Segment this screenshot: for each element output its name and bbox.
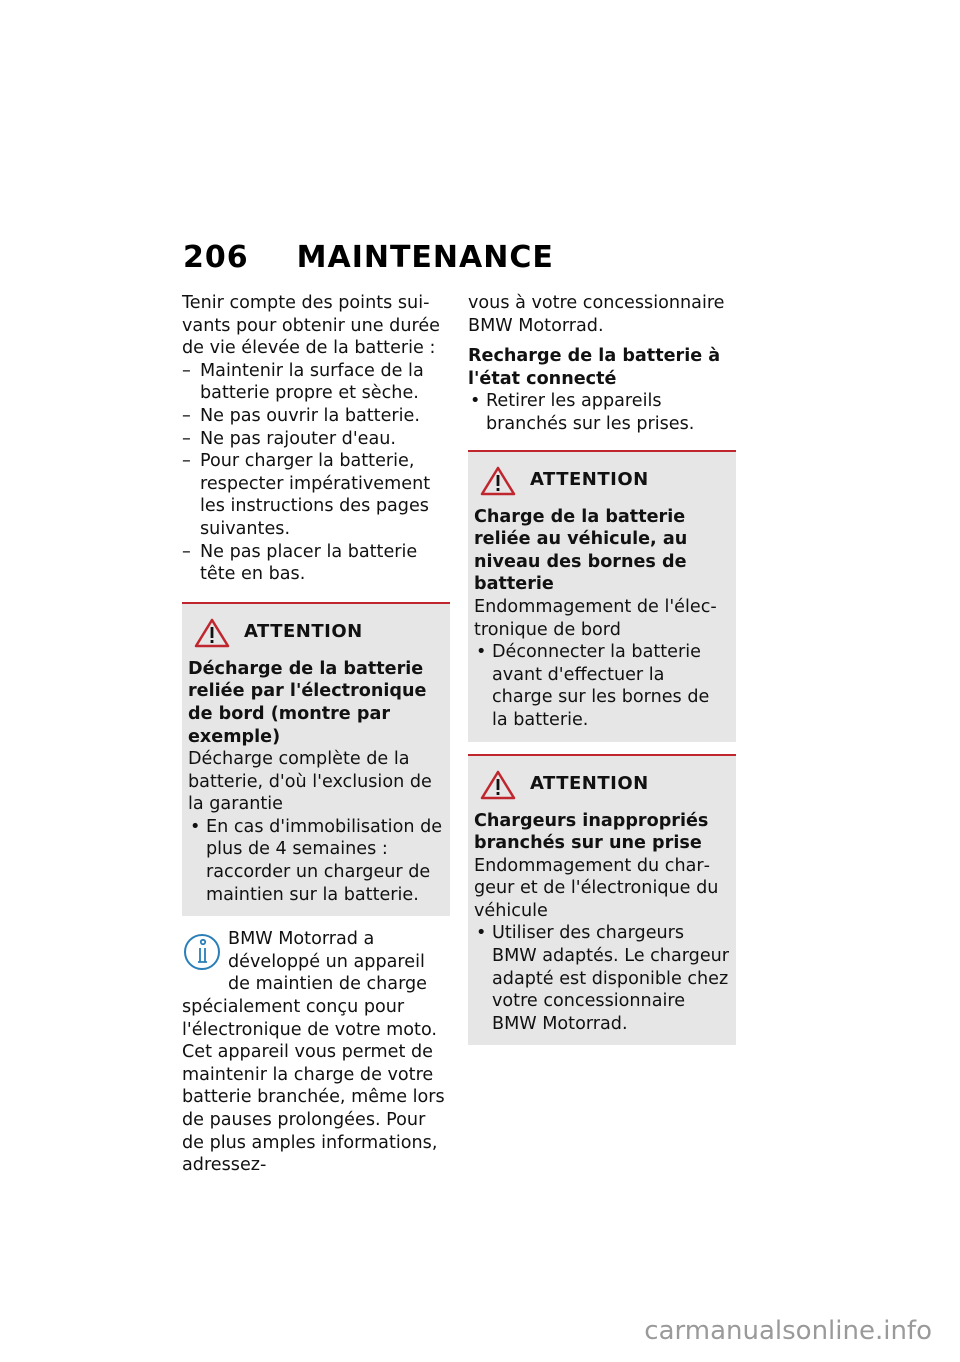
warning-triangle-icon	[480, 466, 516, 496]
warning-label: ATTENTION	[530, 773, 649, 795]
list-item: • En cas d'immobilisation de plus de 4 semaines : raccorder un chargeur de maintien sur la batterie.	[188, 816, 444, 906]
warning-header	[188, 618, 444, 648]
warning-triangle-icon	[480, 770, 516, 800]
list-item: • Retirer les appareils branchés sur les prises.	[468, 390, 736, 435]
warning-box-chargers	[468, 754, 736, 1046]
info-note	[182, 928, 450, 1177]
warning-header	[474, 466, 730, 496]
list-item: • Utiliser des chargeurs BMW adaptés. Le chargeur adapté est disponible chez votre concessionnaire BMW Motorrad.	[474, 922, 730, 1035]
warning-label: ATTENTION	[530, 469, 649, 491]
warning-triangle-icon	[194, 618, 230, 648]
page-title: MAINTENANCE	[296, 240, 554, 275]
intro-text: Tenir compte des points suivants pour obtenir une durée de vie élevée de la batterie :	[182, 293, 440, 359]
warning-subtitle: Décharge de la batterie reliée par l'électronique de bord (montre par exemple)	[188, 658, 427, 747]
left-column	[182, 292, 450, 1177]
list-item: • Déconnecter la batterie avant d'effectuer la charge sur les bornes de la batterie.	[474, 641, 730, 731]
list-item: – Ne pas ouvrir la batterie.	[182, 405, 450, 428]
info-icon	[182, 930, 222, 974]
section-bullets	[468, 390, 736, 435]
warning-bullets	[474, 641, 730, 731]
section-title: Recharge de la batterie à l'état connecté	[468, 346, 721, 389]
warning-label: ATTENTION	[244, 621, 363, 643]
warning-header	[474, 770, 730, 800]
warning-text: Endommagement du chargeur et de l'électronique du véhicule	[474, 855, 719, 921]
list-item: – Maintenir la surface de la batterie propre et sèche.	[182, 360, 450, 405]
warning-bullets	[474, 922, 730, 1035]
warning-text: Décharge complète de la batterie, d'où l'exclusion de la garantie	[188, 749, 432, 815]
list-item: – Ne pas rajouter d'eau.	[182, 428, 450, 451]
list-item: – Pour charger la batterie, respecter impérativement les instructions des pages suivantes.	[182, 450, 450, 540]
warning-subtitle: Chargeurs inappropriés branchés sur une prise	[474, 810, 709, 854]
warning-bullets	[188, 816, 444, 906]
warning-text: Endommagement de l'électronique de bord	[474, 596, 717, 640]
watermark: carmanualsonline.info	[644, 1316, 932, 1346]
warning-box-connected-charge	[468, 450, 736, 742]
page-number: 206	[183, 240, 249, 275]
list-item: – Ne pas placer la batterie tête en bas.	[182, 541, 450, 586]
warning-box-discharge	[182, 602, 450, 917]
continuation-text: vous à votre concessionnaire BMW Motorrad.	[468, 293, 725, 336]
right-column	[468, 292, 736, 1045]
note-text: BMW Motorrad a développé un appareil de maintien de charge spécialement conçu pour l'électronique de votre moto. Cet appareil vous permet de maintenir la charge de votre batterie branchée, même lors de pauses prolongées. Pour de plus amples informations, adressez-	[182, 929, 445, 1176]
care-list	[182, 360, 450, 586]
warning-subtitle: Charge de la batterie reliée au véhicule, au niveau des bornes de batterie	[474, 506, 688, 595]
page-header	[183, 240, 554, 275]
